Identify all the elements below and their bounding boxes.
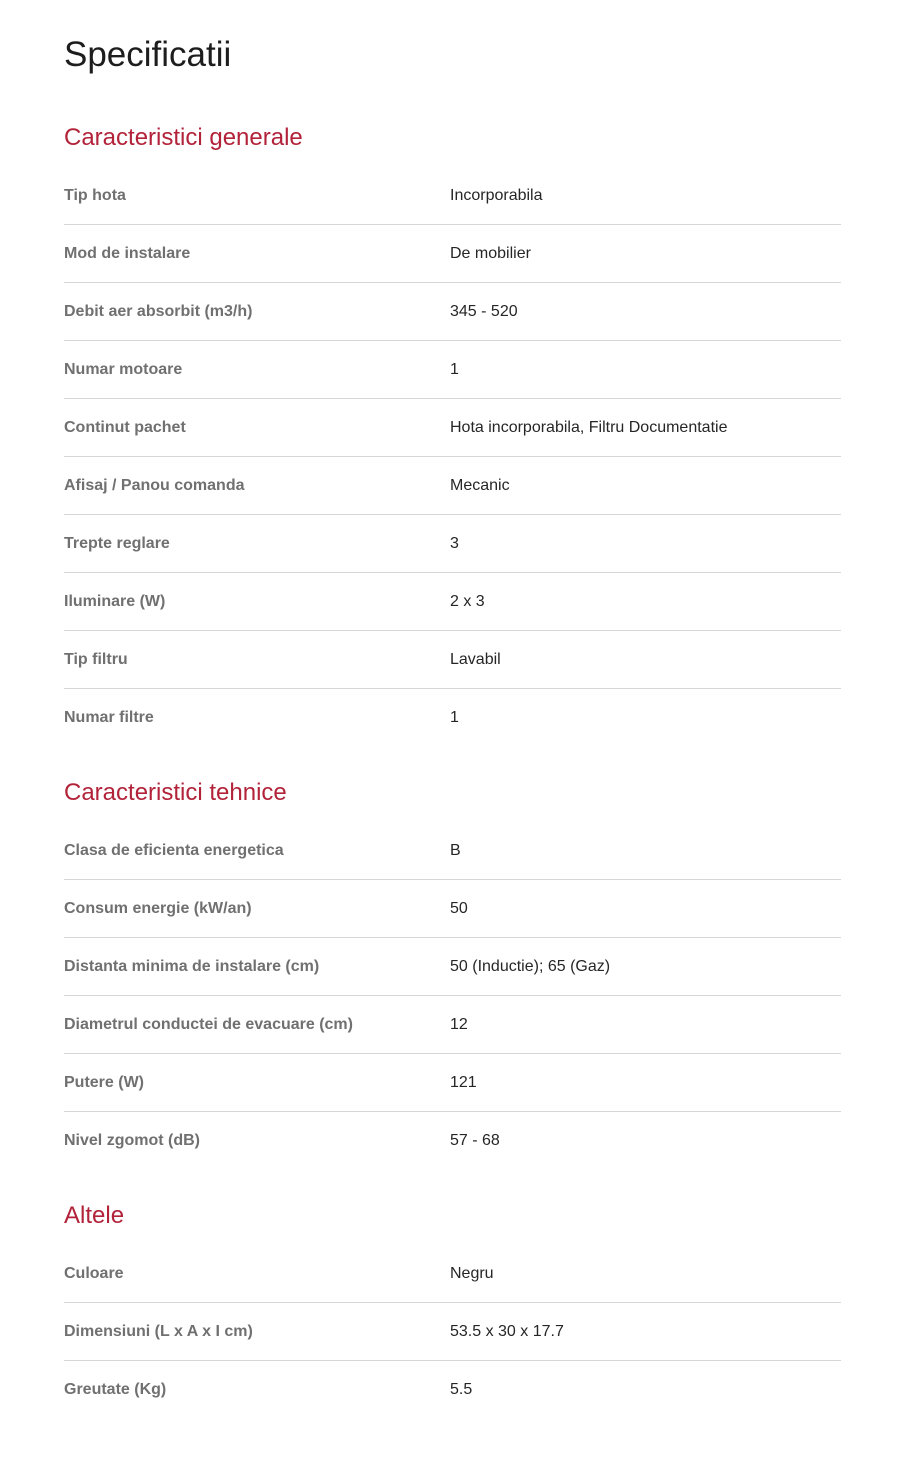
spec-row (64, 1245, 841, 1303)
spec-row (64, 457, 841, 515)
spec-row (64, 631, 841, 689)
spec-value: 53.5 x 30 x 17.7 (450, 1323, 564, 1340)
spec-label: Continut pachet (64, 419, 186, 436)
spec-row (64, 283, 841, 341)
spec-label: Mod de instalare (64, 245, 191, 262)
spec-value: 12 (450, 1016, 468, 1033)
spec-label: Putere (W) (64, 1074, 144, 1091)
page-title: Specificatii (64, 35, 232, 74)
spec-section (64, 778, 841, 1169)
spec-table (64, 167, 841, 746)
spec-label: Tip hota (64, 187, 126, 204)
spec-row (64, 689, 841, 746)
spec-row (64, 399, 841, 457)
spec-label: Tip filtru (64, 651, 128, 668)
spec-table (64, 1245, 841, 1418)
spec-label: Dimensiuni (L x A x I cm) (64, 1323, 253, 1340)
spec-value: De mobilier (450, 245, 531, 262)
spec-row (64, 167, 841, 225)
spec-table (64, 822, 841, 1169)
section-heading: Altele (64, 1202, 125, 1229)
spec-value: 57 - 68 (450, 1132, 500, 1149)
section-heading: Caracteristici tehnice (64, 779, 287, 806)
spec-value: Mecanic (450, 477, 510, 494)
spec-label: Greutate (Kg) (64, 1381, 167, 1398)
section-heading: Caracteristici generale (64, 124, 303, 151)
spec-label: Debit aer absorbit (m3/h) (64, 303, 253, 320)
spec-value: 50 (450, 900, 468, 917)
spec-label: Trepte reglare (64, 535, 170, 552)
spec-row (64, 880, 841, 938)
spec-row (64, 938, 841, 996)
spec-row (64, 1054, 841, 1112)
spec-section (64, 1201, 841, 1418)
spec-value: 1 (450, 709, 459, 726)
spec-row (64, 822, 841, 880)
spec-value: Negru (450, 1265, 494, 1282)
spec-label: Iluminare (W) (64, 593, 166, 610)
spec-sections (64, 123, 841, 1418)
spec-value: 50 (Inductie); 65 (Gaz) (450, 958, 611, 975)
spec-label: Distanta minima de instalare (cm) (64, 958, 320, 975)
spec-label: Afisaj / Panou comanda (64, 477, 245, 494)
spec-label: Consum energie (kW/an) (64, 900, 252, 917)
spec-label: Numar filtre (64, 709, 154, 726)
spec-label: Clasa de eficienta energetica (64, 842, 284, 859)
spec-value: 3 (450, 535, 459, 552)
spec-value: Incorporabila (450, 187, 543, 204)
spec-row (64, 515, 841, 573)
spec-value: 121 (450, 1074, 477, 1091)
spec-row (64, 1303, 841, 1361)
spec-value: Lavabil (450, 651, 501, 668)
spec-label: Diametrul conductei de evacuare (cm) (64, 1016, 353, 1033)
spec-value: Hota incorporabila, Filtru Documentatie (450, 419, 728, 436)
spec-value: 345 - 520 (450, 303, 518, 320)
spec-row (64, 1112, 841, 1169)
spec-row (64, 225, 841, 283)
spec-row (64, 573, 841, 631)
spec-section (64, 123, 841, 746)
spec-row (64, 341, 841, 399)
spec-label: Numar motoare (64, 361, 183, 378)
spec-label: Culoare (64, 1265, 124, 1282)
spec-value: B (450, 842, 461, 859)
spec-label: Nivel zgomot (dB) (64, 1132, 200, 1149)
spec-row (64, 996, 841, 1054)
spec-value: 5.5 (450, 1381, 473, 1398)
spec-row (64, 1361, 841, 1418)
spec-value: 2 x 3 (450, 593, 485, 610)
spec-value: 1 (450, 361, 459, 378)
